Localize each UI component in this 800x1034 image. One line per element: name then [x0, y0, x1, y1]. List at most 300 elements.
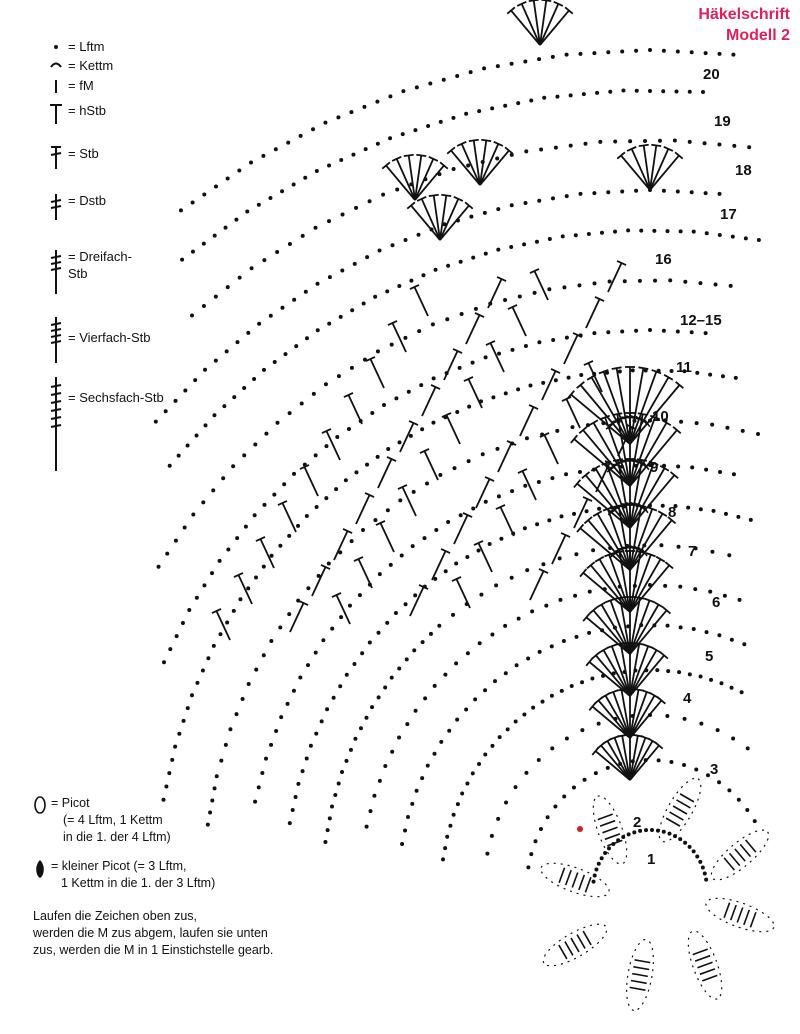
chain-dot	[364, 147, 368, 151]
chain-dot	[554, 378, 558, 382]
chain-dot	[376, 142, 380, 146]
chain-dot	[394, 396, 398, 400]
chain-dot	[528, 383, 532, 387]
round-number: 2	[633, 814, 642, 831]
chain-dot	[718, 52, 722, 56]
chain-dot	[653, 279, 657, 283]
round-number: 20	[703, 66, 720, 83]
stitch-stroke	[591, 565, 630, 612]
legend-label-line2: Stb	[68, 266, 88, 281]
chain-dot	[294, 795, 298, 799]
chain-dot	[525, 436, 529, 440]
chain-dot	[600, 856, 604, 860]
picot-description	[51, 795, 171, 846]
chain-dot	[686, 506, 690, 510]
chain-dot	[201, 500, 205, 504]
chain-dot	[732, 472, 736, 476]
chain-dot	[348, 604, 352, 608]
chain-dot	[516, 101, 520, 105]
stitch-stroke	[290, 603, 304, 632]
chain-dot	[354, 206, 358, 210]
round-number: 16	[655, 251, 672, 268]
chain-dot	[214, 184, 218, 188]
chain-dot	[242, 386, 246, 390]
chain-dot	[510, 576, 514, 580]
chain-dot	[191, 512, 195, 516]
chain-dot	[377, 631, 381, 635]
chain-dot	[241, 697, 245, 701]
petal-stitch	[670, 812, 684, 820]
chain-dot	[580, 728, 584, 732]
chain-dot	[698, 281, 702, 285]
stitch-stroke	[378, 459, 392, 488]
chain-dot	[280, 306, 284, 310]
chain-dot	[442, 78, 446, 82]
chain-dot	[497, 352, 501, 356]
round-number: 7	[688, 543, 697, 560]
chain-dot	[662, 189, 666, 193]
chain-dot	[695, 421, 699, 425]
chain-dot	[448, 824, 452, 828]
stitch-stroke	[432, 551, 446, 580]
legend-item-dstb	[48, 192, 106, 222]
chain-dot	[560, 514, 564, 518]
stitch-stroke	[444, 351, 458, 380]
chain-dot	[443, 846, 447, 850]
chain-dot	[252, 377, 256, 381]
chain-dot	[339, 615, 343, 619]
chain-dot	[494, 583, 498, 587]
stitch-stroke	[544, 435, 558, 464]
chain-dot	[638, 279, 642, 283]
chain-dot	[582, 92, 586, 96]
chain-dot	[496, 817, 500, 821]
legend-label: = Stb	[68, 146, 99, 161]
chain-dot	[731, 53, 735, 57]
chain-dot	[477, 109, 481, 113]
chain-dot	[466, 651, 470, 655]
chain-dot	[221, 476, 225, 480]
chain-dot	[182, 719, 186, 723]
chain-dot	[270, 554, 274, 558]
small-picot-icon	[33, 858, 47, 880]
chain-dot	[737, 798, 741, 802]
chain-dot	[213, 234, 217, 238]
legend-label: = Dstb	[68, 193, 106, 208]
round-number: 4	[683, 690, 692, 707]
petal-stitch	[632, 974, 648, 977]
chain-dot	[288, 821, 292, 825]
picot-line2: (= 4 Lftm, 1 Kettm	[63, 813, 163, 827]
chain-dot	[481, 452, 485, 456]
chain-dot	[411, 544, 415, 548]
round-number: 10	[652, 408, 669, 425]
stitch-stroke	[468, 379, 482, 408]
dreifach-stb-icon	[48, 248, 64, 296]
stitch-stroke	[260, 539, 274, 568]
petal-stitch	[746, 840, 756, 852]
chain-dot	[378, 249, 382, 253]
stitch-stroke	[356, 495, 370, 524]
chain-dot	[695, 854, 699, 858]
chain-dot	[676, 190, 680, 194]
chain-dot	[428, 82, 432, 86]
chain-dot	[454, 661, 458, 665]
chain-dot	[235, 340, 239, 344]
chain-dot	[275, 250, 279, 254]
chain-dot	[314, 226, 318, 230]
stitch-stroke	[586, 475, 630, 528]
chain-dot	[190, 693, 194, 697]
chain-dot	[274, 147, 278, 151]
petal-stitch	[740, 844, 750, 856]
chain-dot	[562, 794, 566, 798]
chain-dot	[376, 349, 380, 353]
chain-dot	[699, 722, 703, 726]
chain-dot	[301, 234, 305, 238]
chain-dot	[606, 50, 610, 54]
chain-dot	[631, 368, 635, 372]
chain-dot	[352, 662, 356, 666]
chain-dot	[587, 232, 591, 236]
chain-dot	[262, 258, 266, 262]
chain-dot	[709, 678, 713, 682]
chain-dot	[514, 719, 518, 723]
chain-dot	[529, 98, 533, 102]
chain-dot	[186, 444, 190, 448]
chain-dot	[422, 536, 426, 540]
chain-dot	[670, 369, 674, 373]
chain-dot	[477, 548, 481, 552]
chain-dot	[330, 805, 334, 809]
stitch-stroke	[334, 531, 348, 560]
chain-dot	[717, 780, 721, 784]
chain-dot	[409, 279, 413, 283]
chain-dot	[426, 764, 430, 768]
chain-dot	[327, 322, 331, 326]
note-line2: werden die M zus abgem, laufen sie unten	[33, 926, 268, 940]
chain-dot	[425, 481, 429, 485]
chain-dot	[365, 255, 369, 259]
stb-icon	[48, 145, 64, 171]
stitch-bar	[617, 418, 625, 419]
chain-dot	[493, 679, 497, 683]
chain-dot	[523, 484, 527, 488]
chain-dot	[533, 839, 537, 843]
chain-dot	[212, 413, 216, 417]
chain-dot	[531, 706, 535, 710]
chain-dot	[321, 638, 325, 642]
chain-dot	[323, 121, 327, 125]
chain-dot	[515, 663, 519, 667]
chain-dot	[365, 463, 369, 467]
legend-item-stb	[48, 145, 99, 171]
legend-label: = Vierfach-Stb	[68, 330, 151, 345]
chain-dot	[551, 55, 555, 59]
picot-line1: = Picot	[51, 796, 90, 810]
chain-dot	[678, 585, 682, 589]
chain-dot	[455, 74, 459, 78]
chain-dot	[253, 800, 257, 804]
chain-dot	[353, 262, 357, 266]
chain-dot	[306, 663, 310, 667]
chain-dot	[569, 144, 573, 148]
chain-dot	[365, 825, 369, 829]
chain-dot	[699, 675, 703, 679]
chain-dot	[330, 627, 334, 631]
chain-dot	[688, 140, 692, 144]
chain-dot	[225, 349, 229, 353]
chain-dot	[443, 673, 447, 677]
chain-dot	[504, 391, 508, 395]
chain-dot	[648, 328, 652, 332]
petal-stitch	[598, 814, 613, 819]
chain-dot	[542, 96, 546, 100]
chain-dot	[350, 308, 354, 312]
chain-dot	[264, 757, 268, 761]
chain-dot	[738, 598, 742, 602]
chain-dot	[517, 617, 521, 621]
chain-dot	[215, 774, 219, 778]
chain-dot	[376, 455, 380, 459]
chain-dot	[168, 464, 172, 468]
chain-dot	[644, 828, 648, 832]
chain-dot	[652, 229, 656, 233]
chain-dot	[718, 233, 722, 237]
chain-dot	[312, 392, 316, 396]
chain-dot	[412, 490, 416, 494]
chain-dot	[483, 211, 487, 215]
petal-stitch	[571, 938, 579, 952]
chain-dot	[658, 139, 662, 143]
petal-stitch	[677, 800, 691, 808]
chain-dot	[679, 625, 683, 629]
chain-dot	[522, 713, 526, 717]
kettm-icon	[48, 57, 64, 73]
chain-dot	[219, 759, 223, 763]
chain-dot	[193, 378, 197, 382]
chain-dot	[390, 750, 394, 754]
chain-dot	[628, 139, 632, 143]
stitch-stroke	[478, 543, 492, 572]
chain-dot	[298, 676, 302, 680]
chain-dot	[661, 89, 665, 93]
chain-dot	[597, 507, 601, 511]
stitch-stroke	[490, 343, 504, 372]
chain-dot	[245, 210, 249, 214]
chain-dot	[195, 433, 199, 437]
chain-dot	[206, 823, 210, 827]
chain-dot	[410, 802, 414, 806]
chain-dot	[381, 193, 385, 197]
chain-dot	[276, 421, 280, 425]
chain-dot	[537, 480, 541, 484]
chain-dot	[278, 544, 282, 548]
stitch-stroke	[596, 655, 630, 696]
stitch-stroke	[312, 567, 326, 596]
petal-stitch	[695, 956, 710, 961]
chain-dot	[569, 93, 573, 97]
chain-dot	[235, 712, 239, 716]
chain-dot	[554, 146, 558, 150]
legend-item-vierfach-stb	[48, 315, 151, 365]
stitch-stroke	[630, 655, 664, 696]
chain-dot	[269, 314, 273, 318]
chain-dot	[382, 403, 386, 407]
chain-dot	[242, 453, 246, 457]
legend-item-dreifach-stb	[48, 248, 132, 296]
chain-dot	[708, 373, 712, 377]
chain-dot	[177, 732, 181, 736]
petal-stitch	[731, 905, 736, 920]
chain-dot	[434, 268, 438, 272]
chain-dot	[683, 280, 687, 284]
chain-dot	[340, 770, 344, 774]
petal-stitch	[700, 969, 715, 974]
chain-dot	[562, 639, 566, 643]
chain-dot	[564, 472, 568, 476]
chain-dot	[327, 562, 331, 566]
chain-dot	[620, 50, 624, 54]
chain-dot	[677, 545, 681, 549]
chain-dot	[565, 336, 569, 340]
stitch-bar	[613, 463, 621, 465]
chain-dot	[523, 59, 527, 63]
chain-dot	[332, 696, 336, 700]
chain-dot	[417, 233, 421, 237]
chain-dot	[286, 141, 290, 145]
chain-dot	[613, 230, 617, 234]
chain-dot	[250, 266, 254, 270]
chain-dot	[710, 423, 714, 427]
chain-dot	[593, 281, 597, 285]
chain-dot	[541, 700, 545, 704]
petal-stitch	[559, 868, 564, 883]
chain-dot	[249, 161, 253, 165]
chain-dot	[433, 684, 437, 688]
stitch-top	[416, 155, 426, 156]
stitch-stroke	[534, 271, 548, 300]
stitch-bar	[618, 505, 626, 506]
fm-icon	[48, 77, 64, 95]
chain-dot	[438, 473, 442, 477]
chain-dot	[590, 677, 594, 681]
chain-dot	[510, 348, 514, 352]
chain-dot	[383, 764, 387, 768]
chain-dot	[598, 140, 602, 144]
stitch-stroke	[608, 263, 622, 292]
chain-dot	[665, 714, 669, 718]
vierfach-stb-icon	[48, 315, 64, 365]
stitch-stroke	[410, 587, 424, 616]
stitch-stroke	[498, 443, 512, 472]
chain-dot	[580, 680, 584, 684]
chain-dot	[730, 686, 734, 690]
chain-dot	[745, 808, 749, 812]
picot-icon	[33, 795, 47, 815]
chain-dot	[490, 633, 494, 637]
chain-dot	[551, 196, 555, 200]
chain-dot	[676, 465, 680, 469]
chain-dot	[479, 593, 483, 597]
chain-dot	[669, 760, 673, 764]
chain-dot	[405, 657, 409, 661]
chain-dot	[456, 802, 460, 806]
chain-dot	[514, 785, 518, 789]
chain-dot	[471, 361, 475, 365]
chain-dot	[655, 668, 659, 672]
chain-dot	[473, 697, 477, 701]
chain-dot	[724, 512, 728, 516]
round-number: 18	[735, 162, 752, 179]
chain-dot	[404, 602, 408, 606]
chain-dot	[451, 613, 455, 617]
petal-stitch	[724, 858, 734, 870]
chain-dot	[503, 104, 507, 108]
chain-dot	[432, 376, 436, 380]
stitch-stroke	[304, 467, 318, 496]
chain-dot	[705, 630, 709, 634]
chain-dot	[579, 373, 583, 377]
chain-dot	[467, 405, 471, 409]
petal-stitch	[583, 931, 591, 945]
chain-dot	[731, 235, 735, 239]
chain-dot	[269, 743, 273, 747]
chain-dot	[287, 612, 291, 616]
chain-dot	[273, 360, 277, 364]
chain-dot	[704, 51, 708, 55]
chain-dot	[495, 156, 499, 160]
chain-dot	[662, 49, 666, 53]
chain-dot	[279, 715, 283, 719]
chain-dot	[337, 374, 341, 378]
chain-dot	[190, 313, 194, 317]
chain-dot	[373, 295, 377, 299]
round-number: 3	[710, 761, 719, 778]
chain-dot	[388, 136, 392, 140]
chain-dot	[378, 572, 382, 576]
chain-dot	[469, 70, 473, 74]
chain-dot	[634, 49, 638, 53]
chain-dot	[458, 366, 462, 370]
chain-dot	[550, 694, 554, 698]
chain-dot	[257, 785, 261, 789]
petal-stitch	[635, 960, 651, 963]
chain-dot	[296, 782, 300, 786]
chain-dot	[533, 291, 537, 295]
stitch-stroke	[370, 359, 384, 388]
chain-dot	[613, 140, 617, 144]
chain-dot	[529, 852, 533, 856]
chain-dot	[643, 139, 647, 143]
chain-dot	[202, 583, 206, 587]
chain-dot	[390, 343, 394, 347]
chain-dot	[699, 507, 703, 511]
chain-dot	[695, 371, 699, 375]
chain-dot	[535, 522, 539, 526]
chain-dot	[434, 528, 438, 532]
chain-dot	[639, 229, 643, 233]
chain-dot	[423, 696, 427, 700]
chain-dot	[262, 565, 266, 569]
petal-stitch	[585, 877, 590, 892]
chain-dot	[170, 758, 174, 762]
chain-dot	[483, 753, 487, 757]
chain-dot	[397, 284, 401, 288]
chain-dot	[551, 338, 555, 342]
stitch-stroke	[586, 299, 600, 328]
picot-line3: in die 1. der 4 Lftm)	[63, 830, 171, 844]
